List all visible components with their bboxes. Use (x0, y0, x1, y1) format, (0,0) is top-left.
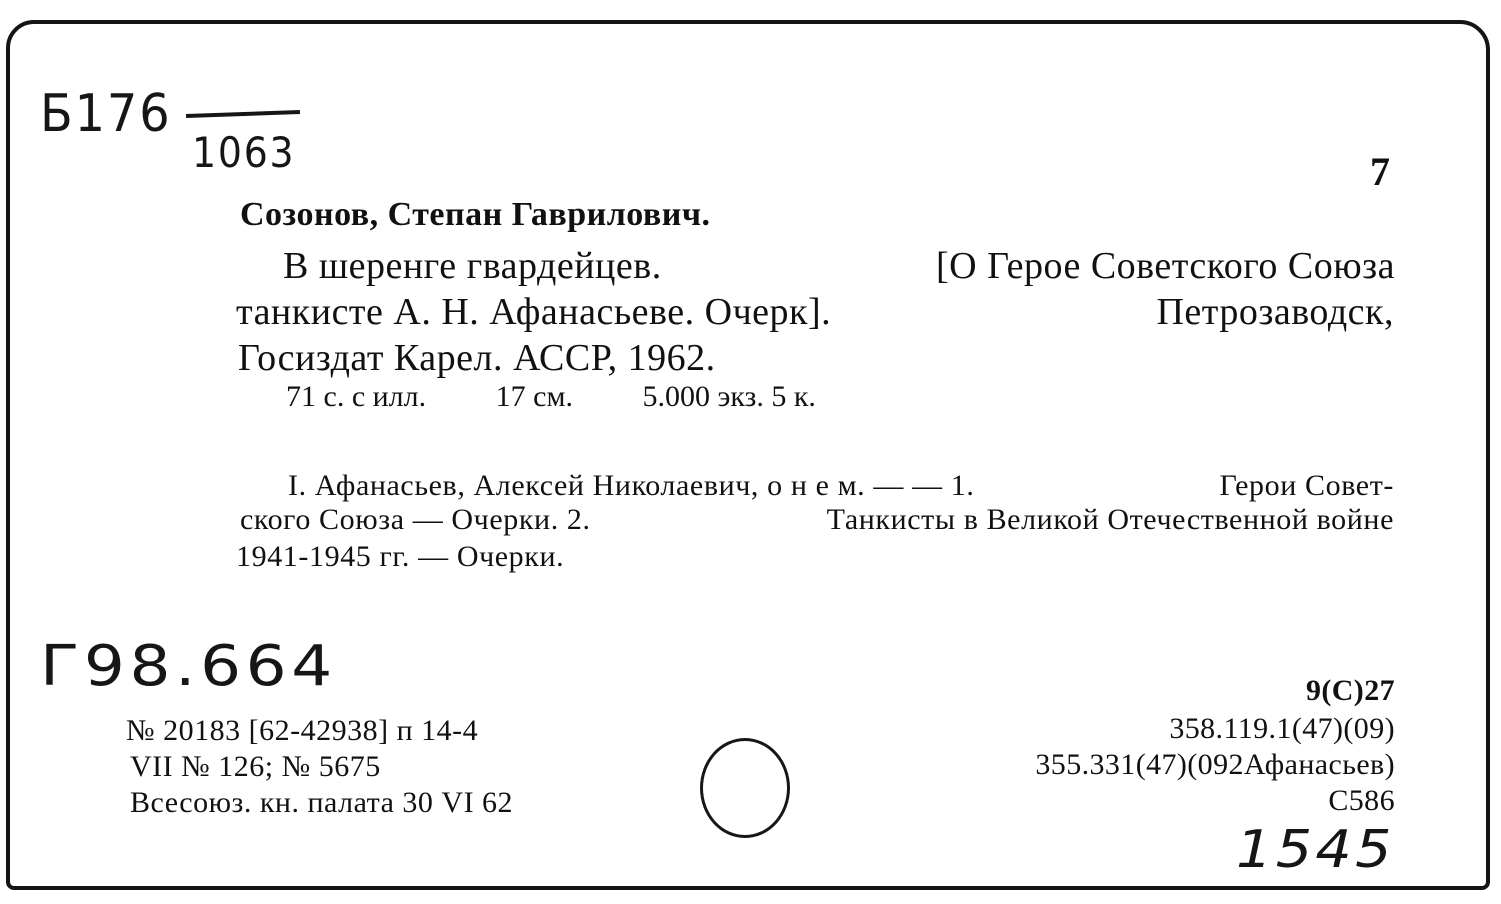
publication-place: Петрозаводск, (1156, 291, 1394, 333)
registration-line-1: № 20183 [62-42938] п 14-4 (126, 714, 479, 747)
print-run-price: 5.000 экз. 5 к. (642, 380, 816, 413)
shelfmark-handwritten: Б176 (40, 84, 172, 144)
subjects-line-3: 1941-1945 гг. — Очерки. (236, 540, 565, 573)
registration-line-2: VII № 126; № 5675 (130, 750, 381, 783)
classification-index-1: 9(С)27 (1305, 674, 1395, 707)
title-annotation-cont: танкисте А. Н. Афанасьеве. Очерк]. (236, 291, 832, 333)
subject-text: I. Афанасьев, Алексей Николаевич, о н е м. — — 1. (288, 469, 975, 502)
classification-index-2: 358.119.1(47)(09) (1169, 712, 1395, 745)
subjects-line-2 (240, 503, 1394, 537)
handwritten-class-code: Г98.664 (40, 634, 337, 699)
publisher-line: Госиздат Карел. АССР, 1962. (238, 337, 716, 379)
card-punch-hole (700, 738, 790, 838)
title-annotation: [О Герое Советского Союза (935, 245, 1395, 287)
size: 17 см. (495, 380, 573, 413)
handwritten-bottom-number: 1545 (1236, 820, 1395, 880)
card-number: 7 (1370, 149, 1390, 194)
subject-text: Танкисты в Великой Отечественной войне (826, 503, 1394, 536)
collation-line (286, 380, 878, 414)
subject-text: ского Союза — Очерки. 2. (240, 503, 591, 536)
author-heading: Созонов, Степан Гаврилович. (240, 196, 711, 233)
classification-index-3: 355.331(47)(092Афанасьев) (1035, 748, 1395, 781)
shelfmark-fraction-number: 1063 (192, 128, 296, 177)
title-line-2 (236, 290, 1394, 334)
pages: 71 с. с илл. (286, 380, 427, 413)
title-text: В шеренге гвардейцев. (283, 245, 662, 287)
title-line-1 (283, 244, 1395, 288)
author-mark: С586 (1328, 784, 1395, 817)
subjects-line-1 (288, 469, 1394, 503)
registration-line-3: Всесоюз. кн. палата 30 VI 62 (130, 786, 514, 819)
subject-text: Герои Совет- (1219, 469, 1394, 502)
